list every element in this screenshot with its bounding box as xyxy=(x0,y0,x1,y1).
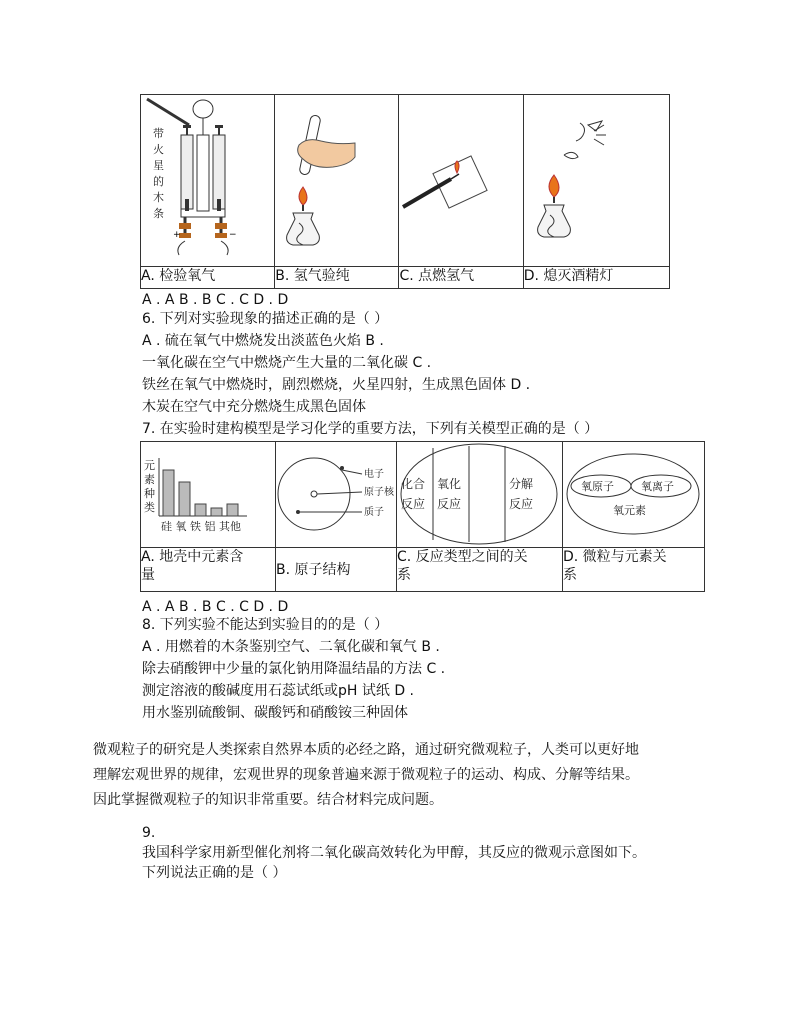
caption-a: A. 检验氧气 xyxy=(141,267,275,289)
svg-text:分解: 分解 xyxy=(509,477,534,491)
svg-text:反应: 反应 xyxy=(509,497,534,511)
reaction-types-diagram xyxy=(397,442,562,546)
model-caption-b: B. 原子结构 xyxy=(276,548,397,592)
svg-text:元: 元 xyxy=(144,459,155,472)
svg-text:氧化: 氧化 xyxy=(437,477,462,491)
intro-line-1: 微观粒子的研究是人类探索自然界本质的必经之路，通过研究微观粒子，人类可以更好地 xyxy=(93,742,639,758)
electrolysis-apparatus-image xyxy=(141,95,274,265)
q6-stem: 6. 下列对实验现象的描述正确的是（ ） xyxy=(142,311,389,327)
q9-line-2: 下列说法正确的是（ ） xyxy=(142,865,287,881)
figure-c-cell xyxy=(399,95,523,267)
svg-text:种: 种 xyxy=(144,487,155,500)
caption-c: C. 点燃氢气 xyxy=(399,267,523,289)
q6-line-1: A . 硫在氧气中燃烧发出淡蓝色火焰 B . xyxy=(142,333,384,349)
intro-line-3: 因此掌握微观粒子的知识非常重要。结合材料完成问题。 xyxy=(93,792,443,808)
hydrogen-purity-test-image xyxy=(275,95,398,265)
q8-line-4: 用水鉴别硫酸铜、碳酸钙和硝酸铵三种固体 xyxy=(142,705,408,721)
figure-a-cell xyxy=(141,95,275,267)
bar-fe xyxy=(195,504,206,516)
svg-text:+: + xyxy=(173,230,181,240)
svg-text:电子: 电子 xyxy=(364,469,384,480)
svg-text:质子: 质子 xyxy=(364,507,384,518)
caption-d: D. 熄灭酒精灯 xyxy=(523,267,669,289)
bar-al xyxy=(211,508,222,516)
ignite-hydrogen-image xyxy=(399,95,522,265)
q7-options: A . A B . B C . C D . D xyxy=(142,599,289,615)
svg-text:条: 条 xyxy=(153,207,164,220)
q8-line-1: A . 用燃着的木条鉴别空气、二氧化碳和氧气 B . xyxy=(142,639,440,655)
bar-categories: 硅 氧 铁 铝 其他 xyxy=(161,520,241,533)
svg-text:氧离子: 氧离子 xyxy=(641,480,674,493)
svg-text:火: 火 xyxy=(153,143,164,156)
svg-text:素: 素 xyxy=(144,473,155,486)
svg-text:星: 星 xyxy=(153,159,164,172)
q9-line-1: 我国科学家用新型催化剂将二氧化碳高效转化为甲醇，其反应的微观示意图如下。 xyxy=(142,845,646,861)
svg-text:木: 木 xyxy=(153,191,164,204)
experiment-figure-table xyxy=(140,94,670,289)
model-b-cell xyxy=(276,442,397,548)
q8-line-2: 除去硝酸钾中少量的氯化钠用降温结晶的方法 C . xyxy=(142,661,446,677)
intro-line-2: 理解宏观世界的规律，宏观世界的现象普遍来源于微观粒子的运动、构成、分解等结果。 xyxy=(93,767,639,783)
svg-text:的: 的 xyxy=(153,175,164,188)
model-caption-d: D. 微粒与元素关 系 xyxy=(563,548,705,592)
svg-text:化合: 化合 xyxy=(401,477,426,491)
svg-text:反应: 反应 xyxy=(401,497,426,511)
caption-b: B. 氢气验纯 xyxy=(275,267,399,289)
q5-options: A . A B . B C . C D . D xyxy=(142,292,289,308)
model-caption-a: A. 地壳中元素含 量 xyxy=(141,548,276,592)
figure-d-cell xyxy=(523,95,669,267)
q9-number: 9. xyxy=(142,825,156,841)
model-c-cell xyxy=(397,442,563,548)
svg-text:反应: 反应 xyxy=(437,497,462,511)
figure-b-cell xyxy=(275,95,399,267)
q6-line-4: 木炭在空气中充分燃烧生成黑色固体 xyxy=(142,399,366,415)
q7-stem: 7. 在实验时建构模型是学习化学的重要方法，下列有关模型正确的是（ ） xyxy=(142,421,599,437)
svg-text:氧原子: 氧原子 xyxy=(581,480,614,493)
particle-element-diagram xyxy=(563,442,704,546)
bar-other xyxy=(227,504,238,516)
atom-structure-diagram xyxy=(276,442,396,546)
svg-text:−: − xyxy=(229,230,237,240)
q6-line-3: 铁丝在氧气中燃烧时，剧烈燃烧，火星四射，生成黑色固体 D . xyxy=(142,377,531,393)
model-figure-table xyxy=(140,441,705,592)
element-abundance-chart xyxy=(141,442,275,546)
svg-text:原子核: 原子核 xyxy=(364,487,394,498)
svg-text:氧元素: 氧元素 xyxy=(613,504,646,517)
bar-si xyxy=(163,470,174,516)
extinguish-lamp-image xyxy=(524,95,669,265)
q6-line-2: 一氧化碳在空气中燃烧产生大量的二氧化碳 C . xyxy=(142,355,432,371)
model-a-cell xyxy=(141,442,276,548)
q8-stem: 8. 下列实验不能达到实验目的的是（ ） xyxy=(142,617,389,633)
svg-text:类: 类 xyxy=(144,501,155,514)
model-caption-c: C. 反应类型之间的关 系 xyxy=(397,548,563,592)
label-char: 带 xyxy=(153,127,164,140)
model-d-cell xyxy=(563,442,705,548)
q8-line-3: 测定溶液的酸碱度用石蕊试纸或pH 试纸 D . xyxy=(142,683,414,699)
bar-o xyxy=(179,482,190,516)
